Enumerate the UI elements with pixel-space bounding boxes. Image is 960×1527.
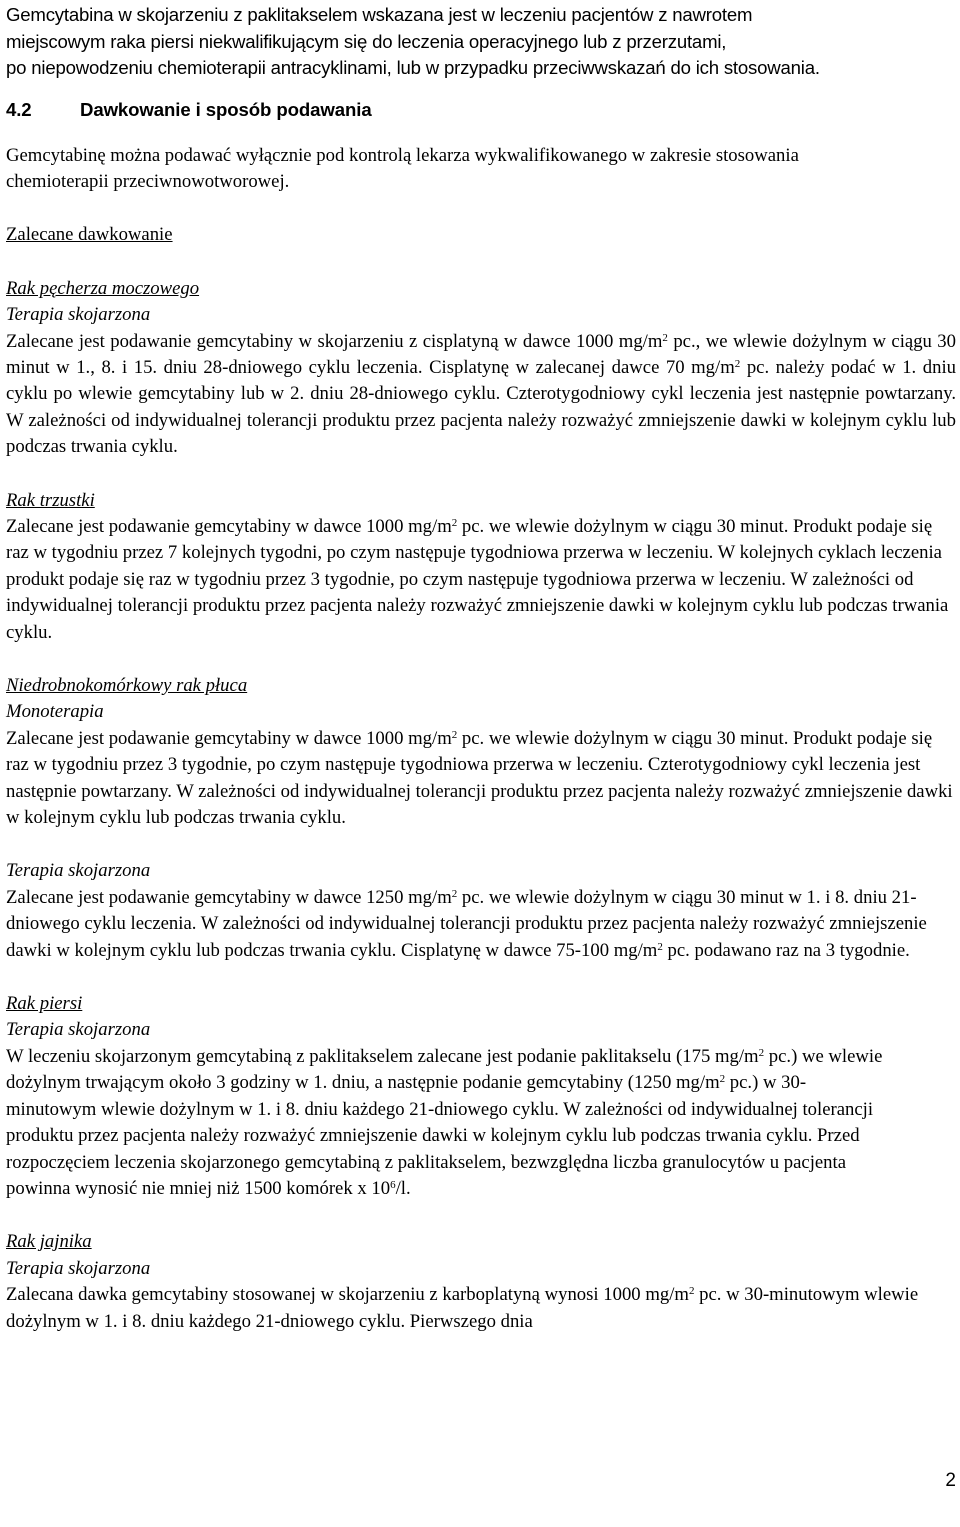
pancreatic-cancer-heading: Rak trzustki xyxy=(6,489,95,511)
superscript: 2 xyxy=(719,1073,726,1086)
pancreas-paragraph xyxy=(6,514,956,646)
superscript: 2 xyxy=(758,1046,765,1059)
bladder-cancer-heading: Rak pęcherza moczowego xyxy=(6,277,200,299)
section-heading xyxy=(6,97,956,123)
text-run: /l. xyxy=(395,1177,411,1199)
lung-cancer-heading: Niedrobnokomórkowy rak płuca xyxy=(6,675,248,696)
breast-paragraph xyxy=(6,1044,896,1202)
text-run: pc. we wlewie dożylnym w ciągu 30 minut. Produkt podaje się raz w tygodniu przez 3 tygodnie, po czym następuje tygodniowa przerwa w leczeniu. Czterotygodniowy cykl leczenia jest następnie powtarzany. W zależności od indywidualnej tolerancji produktu przez pacjenta należy rozważyć zmniejszenie dawki w kolejnym cyklu lub podczas trwania cyklu. xyxy=(6,727,953,829)
superscript: 2 xyxy=(451,516,458,529)
text-run: pc. w 30-minutowym wlewie dożylnym w 1. i 8. dniu każdego 21-dniowego cyklu. Pierwszego dnia xyxy=(6,1284,919,1332)
superscript: 2 xyxy=(734,357,741,370)
lung-monotherapy-subheading: Monoterapia xyxy=(6,701,104,723)
superscript: 2 xyxy=(451,887,458,900)
intro-line: po niepowodzeniu chemioterapii antracyklinami, lub w przypadku przeciwwskazań do ich stosowania. xyxy=(6,57,820,78)
superscript: 2 xyxy=(451,728,458,741)
superscript: 2 xyxy=(662,331,668,344)
text-run: pc. we wlewie dożylnym w ciągu 30 minut w 1. i 8. dniu 21-dniowego cyklu leczenia. W zależności od indywidualnej tolerancji produktu przez pacjenta należy rozważyć zmniejszenie dawki w kolejnym cyklu lub podczas trwania cyklu. Cisplatynę w dawce 75-100 mg/m xyxy=(6,886,927,961)
text-run: pc. we wlewie dożylnym w ciągu 30 minut. Produkt podaje się raz w tygodniu przez 7 kolejnych tygodni, po czym następuje tygodniowa przerwa w leczeniu. W kolejnych cyklach leczenia produkt podaje się raz w tygodniu przez 3 tygodnie, po czym następuje tygodniowa przerwa w leczeniu. W zależności od indywidualnej tolerancji produktu przez pacjenta należy rozważyć zmniejszenie dawki w kolejnym cyklu lub podczas trwania cyklu. xyxy=(6,515,949,643)
text-run: Zalecane jest podawanie gemcytabiny w dawce 1250 mg/m xyxy=(6,886,452,908)
text-run: Zalecane jest podawanie gemcytabiny w dawce 1000 mg/m xyxy=(6,515,452,537)
page-number: 2 xyxy=(945,1470,956,1491)
text-run: pc. należy podać w 1. dniu cyklu po wlewie gemcytabiny lub w 2. dniu 28-dniowego cyklu. Czterotygodniowy cykl leczenia jest następnie powtarzany. W zależności od indywidualnej tolerancji produktu przez pacjenta należy rozważyć zmniejszenie dawki w kolejnym cyklu lub podczas trwania cyklu. xyxy=(6,356,956,458)
recommended-dosage-heading: Zalecane dawkowanie xyxy=(6,224,173,246)
text-run: pc., we wlewie dożylnym w ciągu 30 minut w 1., 8. i 15. dniu 28-dniowego cyklu leczenia. Cisplatynę w zalecanej dawce 70 mg/m xyxy=(6,330,956,378)
superscript: 2 xyxy=(688,1285,695,1298)
ovary-subheading: Terapia skojarzona xyxy=(6,1257,151,1279)
breast-subheading: Terapia skojarzona xyxy=(6,1019,151,1041)
intro-line: Gemcytabina w skojarzeniu z paklitakselem wskazana jest w leczeniu pacjentów z nawrotem xyxy=(6,4,753,25)
superscript: 6 xyxy=(390,1178,396,1191)
lung-monotherapy-paragraph xyxy=(6,726,956,832)
text-run: Zalecana dawka gemcytabiny stosowanej w skojarzeniu z karboplatyną wynosi 1000 mg/m xyxy=(6,1284,689,1306)
section-number: 4.2 xyxy=(6,98,32,120)
lung-combination-paragraph xyxy=(6,885,956,964)
section-title: Dawkowanie i sposób podawania xyxy=(80,98,372,120)
text-run: pc. podawano raz na 3 tygodnie. xyxy=(662,939,910,961)
intro-line: miejscowym raka piersi niekwalifikującym się do leczenia operacyjnego lub z przerzutami, xyxy=(6,30,727,52)
bladder-paragraph xyxy=(6,329,956,461)
text-run: pc.) we wlewie dożylnym trwającym około 3 godziny w 1. dniu, a następnie podanie gemcytabiny (1250 mg/m xyxy=(6,1045,883,1094)
text-run: pc.) w 30-minutowym wlewie dożylnym w 1. i 8. dniu każdego 21-dniowego cyklu. W zależności od indywidualnej tolerancji produktu przez pacjenta należy rozważyć zmniejszenie dawki w kolejnym cyklu lub podczas trwania cyklu. Przed rozpoczęciem leczenia skojarzonego gemcytabiną z paklitakselem, bezwzględna liczba granulocytów u pacjenta powinna wynosić nie mniej niż 1500 komórek x 10 xyxy=(6,1072,874,1199)
ovary-paragraph xyxy=(6,1282,926,1335)
superscript: 2 xyxy=(657,940,663,953)
lung-combination-subheading: Terapia skojarzona xyxy=(6,860,151,882)
text-run: Zalecane jest podawanie gemcytabiny w skojarzeniu z cisplatyną w dawce 1000 mg/m xyxy=(6,330,663,352)
ovarian-cancer-heading: Rak jajnika xyxy=(6,1231,92,1253)
text-run: Zalecane jest podawanie gemcytabiny w dawce 1000 mg/m xyxy=(6,727,452,749)
control-paragraph: Gemcytabinę można podawać wyłącznie pod kontrolą lekarza wykwalifikowanego w zakresie stosowania chemioterapii przeciwnowotworowej. xyxy=(6,144,799,192)
bladder-subheading: Terapia skojarzona xyxy=(6,304,151,326)
document-page xyxy=(6,0,956,1335)
breast-cancer-heading: Rak piersi xyxy=(6,993,83,1015)
intro-paragraph xyxy=(6,2,956,82)
text-run: W leczeniu skojarzonym gemcytabiną z paklitakselem zalecane jest podanie paklitakselu (175 mg/m xyxy=(6,1045,759,1067)
